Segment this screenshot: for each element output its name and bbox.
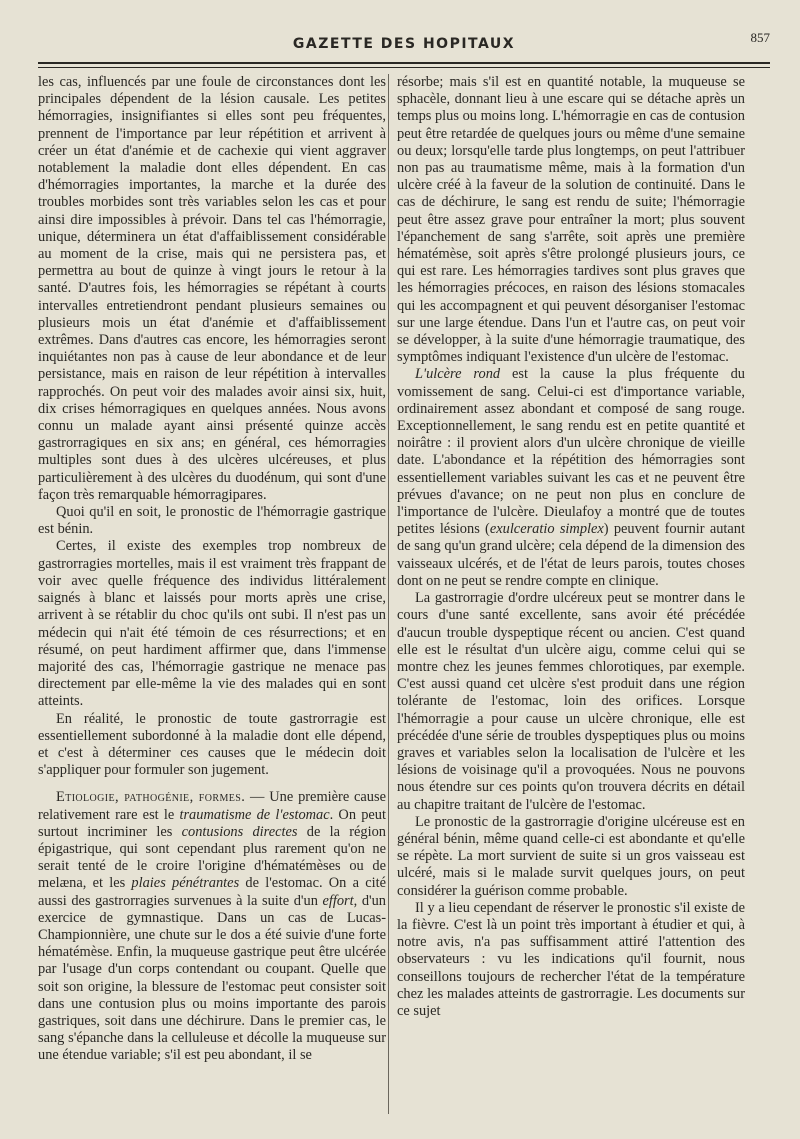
italic-term: exulceratio simplex <box>489 521 604 538</box>
paragraph: résorbe; mais s'il est en quantité notable, la muqueuse se sphacèle, donnant lieu à une escare qui se détache après un temps plus ou moins long. L'hémorragie en cas de contusion peut être retardée de quelques jours ou même d'une semaine ou deux; lorsqu'elle tarde plus longtemps, on peut l'attribuer non pas au traumatisme même, mais à la formation d'un ulcère créé à la faveur de la solution de continuité. Dans le cas de déchirure, le sang est rendu de suite; l'hémorragie peut être assez grave pour entraîner la mort; plus souvent l'épanchement de sang s'arrête, soit après une première hématémèse, soit après s'être prolongé plusieurs jours, ce qui est rare. Les hémorragies tardives sont plus graves que les hémorragies précoces, en raison des lésions stomacales qui les accompagnent et qui peuvent désorganiser l'estomac sur une large étendue. Dans l'un et l'autre cas, on peut voir se développer, à la suite d'une hémorragie traumatique, des symptômes indiquant l'existence d'un ulcère de l'estomac. <box>397 74 745 366</box>
text-run: — Une première cause relativement rare est le <box>38 789 386 823</box>
italic-term: effort <box>322 892 354 909</box>
text-run: , d'un exercice de gymnastique. Dans un cas de Lucas-Championnière, une chute sur le dos a été suivie d'une forte hématémèse. Enfin, la muqueuse gastrique peut être ulcérée par l'usage d'un corps contendant ou coupant. Quelle que soit son origine, la blessure de l'estomac peut consister soit dans une contusion plus ou moins importante des parois gastriques, soit dans une déchirure. Dans le premier cas, le sang s'épanche dans la celluleuse et décolle la muqueuse sur une étendue variable; s'il est peu abondant, il se <box>38 892 386 1064</box>
section-paragraph <box>38 789 386 1064</box>
text-run: . On peut surtout incriminer les <box>38 806 386 840</box>
italic-term: contusions directes <box>181 823 298 840</box>
page-number: 857 <box>750 30 770 45</box>
paragraph: les cas, influencés par une foule de circonstances dont les principales dépendent de la lésion causale. Les petites hémorragies, insignifiantes si elles sont peu fréquentes, prennent de l'importance par leur répétition et arrivent à créer un état d'anémie et de cachexie qui vient aggraver notablement la maladie dont elles dépendent. En cas d'hémorragies importantes, la marche et la durée des troubles morbides sont très variables selon les cas et pour ainsi dire impossibles à prévoir. Dans tel cas l'hémorragie, unique, déterminera un état d'affaiblissement considérable au moment de la crise, mais qui ne persistera pas, et permettra au bout de quinze à vingt jours le retour à la santé. D'autres fois, les hémorragies se répétant à courts intervalles entretiendront pendant plusieurs semaines ou plusieurs mois un état d'anémie et d'affaiblissement extrêmes. Dans d'autres cas encore, les hémorragies seront inquiétantes non pas à cause de leur abondance et de leur persistance, mais en raison de leur répétition à intervalles rapprochés. On peut voir des malades avoir ainsi six, huit, dix crises hémorragiques en quelques années. Nous avons connu un malade ayant ainsi présenté quinze accès gastrorragiques en six ans; en général, ces hémorragies multiples sont dues à des ulcères ulcéreuses, et plus particulièrement à des ulcères du duodénum, qui sont d'une façon très remarquable hémorragipares. <box>38 74 386 503</box>
paragraph: Certes, il existe des exemples trop nombreux de gastrorragies mortelles, mais il est vraiment très frappant de voir avec quelle fréquence des individus littéralement saignés à blanc et laissés pour morts après une crise, arrivent à se rétablir du choc qu'ils ont subi. Il n'est pas un médecin qui n'ait été témoin de ces résurrections; et en résumé, on peut hardiment affirmer que, dans l'immense majorité des cas, l'hémorragie gastrique ne menace pas directement par elle-même la vie des malades qui en sont atteints. <box>38 538 386 710</box>
text-run: est la cause la plus fréquente du vomissement de sang. Celui-ci est d'importance variable, ordinairement assez abondant et composé de sang rouge. Exceptionnellement, le sang rendu est en petite quantité et noirâtre : il provient alors d'un ulcère chronique de vieille date. L'abondance et la répétition des hémorragies sont essentiellement variables suivant les cas et ne peuvent être prévues d'avance; on ne peut non plus en conclure de l'importance de l'ulcère. Dieulafoy a montré que de toutes petites lésions ( <box>397 366 745 538</box>
header-rule-thin <box>38 67 770 68</box>
paragraph: Il y a lieu cependant de réserver le pronostic s'il existe de la fièvre. C'est là un point très important à étudier et qui, à notre avis, n'a pas suffisamment attiré l'attention des observateurs : vu les indications qu'il fournit, nous conseillons toujours de rechercher l'état de la température chez les malades atteints de gastrorragie. Les documents sur ce sujet <box>397 899 745 1019</box>
italic-term: L'ulcère rond <box>415 366 501 383</box>
header-rule <box>38 62 770 64</box>
text-run: ) peuvent fournir autant de sang qu'un grand ulcère; cela dépend de la dimension des vaisseaux ulcérés, et de l'état de leurs parois, toutes choses dont on ne peut se rendre compte en clinique. <box>397 521 745 589</box>
paragraph: En réalité, le pronostic de toute gastrorragie est essentiellement subordonné à la maladie dont elle dépend, et c'est à déterminer ces causes que le médecin doit s'appliquer pour formuler son jugement. <box>38 710 386 779</box>
paragraph <box>397 366 745 590</box>
left-column <box>38 74 386 1065</box>
paragraph: Quoi qu'il en soit, le pronostic de l'hémorragie gastrique est bénin. <box>38 504 386 538</box>
page-header <box>38 30 770 64</box>
journal-title: GAZETTE DES HOPITAUX <box>292 36 516 52</box>
paragraph: Le pronostic de la gastrorragie d'origine ulcéreuse est en général bénin, même quand celle-ci est abondante et qu'elle se répète. La mort survient de suite si un gros vaisseau est ulcéré, mais si le malade survit quelques jours, on peut considérer la guérison comme probable. <box>397 813 745 899</box>
text-run: de l'estomac. On a cité aussi des gastrorragies survenues à la suite d'un <box>38 875 386 909</box>
paragraph: La gastrorragie d'ordre ulcéreux peut se montrer dans le cours d'une santé excellente, sans avoir été précédée d'aucun trouble dyspeptique récent ou ancien. C'est quand elle est le résultat d'un ulcère aigu, comme celui qui se montre chez les jeunes femmes chlorotiques, par exemple. C'est aussi quand cet ulcère s'est produit dans une région tolérante de l'estomac, loin des orifices. Lorsque l'hémorragie a pour cause un ulcère chronique, elle est précédée d'une série de troubles dyspeptiques plus ou moins graves et variables selon la localisation de l'ulcère et les lésions de voisinage qu'il a provoquées. Nous ne pouvons nous étendre sur ces points qu'on trouvera décrits en détail au chapitre traitant de l'ulcère de l'estomac. <box>397 590 745 813</box>
section-heading: Etiologie, pathogénie, formes. <box>56 789 246 806</box>
italic-term: traumatisme de l'estomac <box>179 806 330 823</box>
italic-term: plaies pénétrantes <box>131 875 240 892</box>
right-column <box>397 74 745 1020</box>
column-separator <box>388 74 389 1114</box>
text-run: de la région épigastrique, qui sont cependant plus rarement qu'on ne serait tenté de le croire l'origine d'hématémèses ou de melæna, et les <box>38 823 386 892</box>
